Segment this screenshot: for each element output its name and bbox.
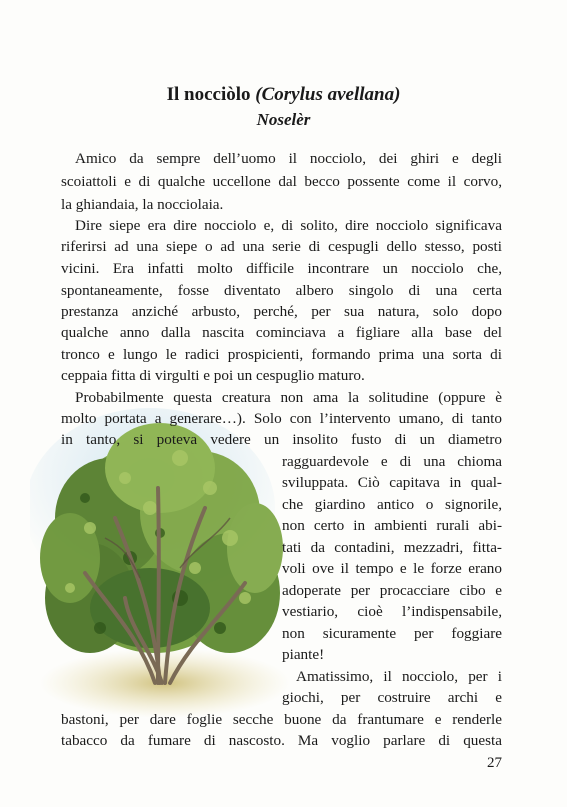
- text-line: la ghiandaia, la nocciolaia.: [61, 196, 224, 213]
- text-line: bastoni, per dare foglie secche buone da frantumare e renderle: [61, 711, 502, 728]
- text-line: vestiario, cioè l’indispensabile,: [282, 603, 502, 620]
- text-line: Amico da sempre dell’uomo il nocciolo, dei ghiri e degli: [75, 150, 502, 167]
- text-line: riferirsi ad una siepe o ad una serie di cespugli dello stesso, posti: [61, 238, 502, 255]
- text-line: ragguardevole e di una chioma: [282, 453, 502, 470]
- text-line: che giardino antico o signorile,: [282, 496, 502, 513]
- text-line: Probabilmente questa creatura non ama la solitudine (oppure è: [75, 389, 502, 406]
- text-line: tronco e lungo le radici prospicienti, formando prima una sorta di: [61, 346, 502, 363]
- text-line: tati da contadini, mezzadri, fitta-: [282, 539, 502, 556]
- text-line: prestanza anziché arbusto, perché, per sua natura, solo dopo: [61, 303, 502, 320]
- page-number: 27: [487, 755, 502, 771]
- chapter-title: [0, 84, 567, 106]
- text-line: piante!: [282, 646, 325, 663]
- text-line: qualche anno dalla nascita cominciava a figliare alla base del: [61, 324, 502, 341]
- text-line: giochi, per costruire archi e: [282, 689, 502, 706]
- text-line: non certo in ambienti rurali abi-: [282, 517, 502, 534]
- text-line: Amatissimo, il nocciolo, per i: [296, 668, 502, 685]
- title-latin-name: (Corylus avellana): [255, 84, 401, 105]
- text-line: adoperate per procacciare cibo e: [282, 582, 502, 599]
- text-line: tabacco da fumare di nascosto. Ma voglio parlare di questa: [61, 732, 502, 749]
- text-line: scoiattoli e di qualche uccellone dal becco possente come il corvo,: [61, 173, 502, 190]
- text-line: sviluppata. Ciò capitava in qual-: [282, 474, 502, 491]
- text-line: vicini. Era infatti molto difficile incontrare un nocciolo che,: [61, 260, 502, 277]
- text-line: Dire siepe era dire nocciolo e, di solito, dire nocciolo significava: [75, 217, 502, 234]
- text-line: molto portata a generare…). Solo con l’intervento umano, di tanto: [61, 410, 502, 427]
- text-line: voli ove il tempo e le forze erano: [282, 560, 502, 577]
- dialect-name: Noselèr: [256, 110, 311, 129]
- text-line: spontaneamente, fosse diventato albero singolo di una certa: [61, 282, 502, 299]
- text-line: ceppaia fitta di virgulti e poi un cespuglio maturo.: [61, 367, 365, 384]
- text-line: in tanto, si poteva vedere un insolito fusto di un diametro: [61, 431, 502, 448]
- text-line: non sicuramente per foggiare: [282, 625, 502, 642]
- title-common-name: Il nocciòlo: [166, 84, 251, 105]
